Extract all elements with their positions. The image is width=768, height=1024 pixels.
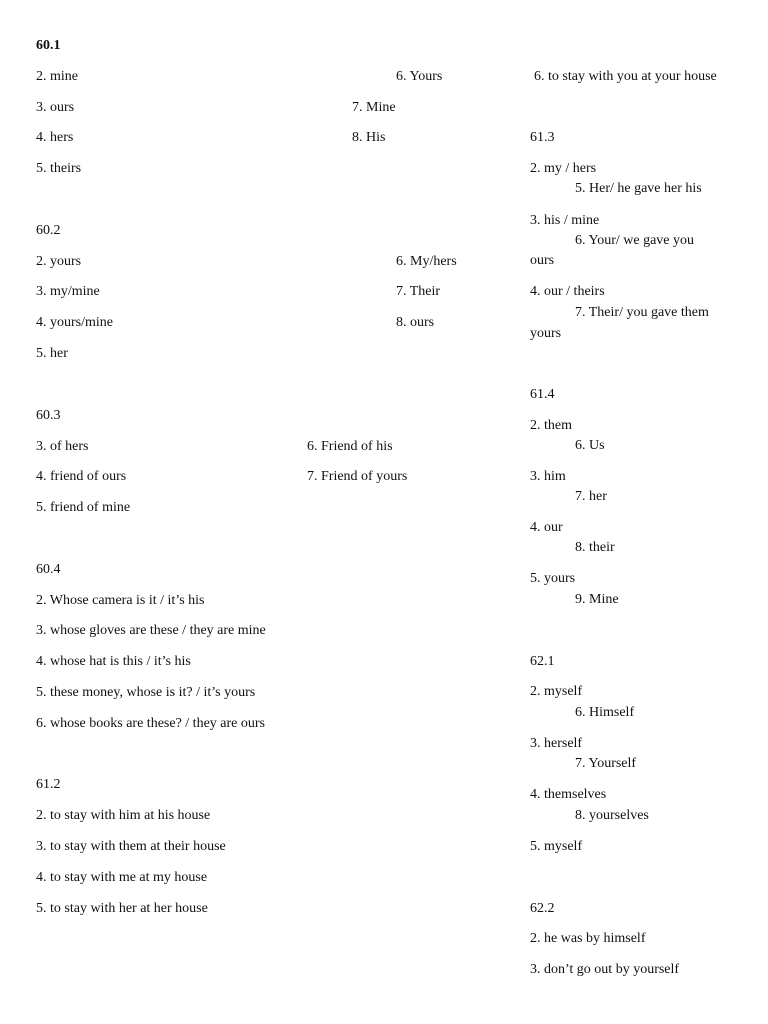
answer-60-2-5: 5. her xyxy=(36,346,68,361)
answer-60-1-6: 6. Yours xyxy=(396,69,443,84)
answer-60-3-7: 7. Friend of yours xyxy=(307,469,408,484)
answer-61-2-5: 5. to stay with her at her house xyxy=(36,901,208,916)
answer-61-3-7-line2: yours xyxy=(530,326,562,341)
answer-61-4-5: 5. yours xyxy=(530,571,576,586)
answer-60-3-5: 5. friend of mine xyxy=(36,500,131,515)
answer-61-4-3: 3. him xyxy=(530,469,566,484)
answer-61-4-7: 7. her xyxy=(575,489,607,504)
section-title-62-1: 62.1 xyxy=(530,654,555,669)
answer-61-3-6-line1: 6. Your/ we gave you xyxy=(575,233,694,248)
answer-61-3-2: 2. my / hers xyxy=(530,161,597,176)
answer-61-4-8: 8. their xyxy=(575,540,615,555)
answer-60-1-3: 3. ours xyxy=(36,100,75,115)
answer-60-3-3: 3. of hers xyxy=(36,439,89,454)
section-title-61-3: 61.3 xyxy=(530,130,555,145)
section-title-62-2: 62.2 xyxy=(530,901,555,916)
answer-61-3-7-line1: 7. Their/ you gave them xyxy=(575,305,709,320)
answer-60-1-5: 5. theirs xyxy=(36,161,82,176)
answer-60-2-2: 2. yours xyxy=(36,254,82,269)
section-title-61-4: 61.4 xyxy=(530,387,555,402)
section-title-60-4: 60.4 xyxy=(36,562,61,577)
answer-60-2-8: 8. ours xyxy=(396,315,435,330)
answer-60-1-7: 7. Mine xyxy=(352,100,396,115)
answer-60-4-4: 4. whose hat is this / it’s his xyxy=(36,654,191,669)
answer-62-2-2: 2. he was by himself xyxy=(530,931,646,946)
answer-60-3-4: 4. friend of ours xyxy=(36,469,127,484)
answer-62-1-7: 7. Yourself xyxy=(575,756,637,771)
answer-62-1-4: 4. themselves xyxy=(530,787,607,802)
answer-62-2-3: 3. don’t go out by yourself xyxy=(530,962,680,977)
answer-60-2-7: 7. Their xyxy=(396,284,441,299)
answer-60-1-2: 2. mine xyxy=(36,69,78,84)
answer-61-2-4: 4. to stay with me at my house xyxy=(36,870,208,885)
answer-61-4-4: 4. our xyxy=(530,520,563,535)
answer-61-3-3: 3. his / mine xyxy=(530,213,600,228)
section-title-60-3: 60.3 xyxy=(36,408,61,423)
answer-62-1-2: 2. myself xyxy=(530,684,583,699)
answer-61-4-6: 6. Us xyxy=(575,438,605,453)
answer-60-4-5: 5. these money, whose is it? / it’s yours xyxy=(36,685,256,700)
answer-60-1-8: 8. His xyxy=(352,130,386,145)
answer-61-4-2: 2. them xyxy=(530,418,572,433)
section-title-60-1: 60.1 xyxy=(36,38,61,53)
answer-62-1-6: 6. Himself xyxy=(575,705,635,720)
answer-62-1-3: 3. herself xyxy=(530,736,583,751)
answer-61-3-6-line2: ours xyxy=(530,253,555,268)
answer-60-4-3: 3. whose gloves are these / they are mine xyxy=(36,623,266,638)
answer-60-1-4: 4. hers xyxy=(36,130,74,145)
section-title-60-2: 60.2 xyxy=(36,223,61,238)
answer-62-1-8: 8. yourselves xyxy=(575,808,649,823)
answer-60-3-6: 6. Friend of his xyxy=(307,439,393,454)
answer-60-2-3: 3. my/mine xyxy=(36,284,100,299)
section-title-61-2: 61.2 xyxy=(36,777,61,792)
answer-60-2-4: 4. yours/mine xyxy=(36,315,113,330)
answer-61-3-5: 5. Her/ he gave her his xyxy=(575,181,702,196)
answer-62-1-5: 5. myself xyxy=(530,839,583,854)
answer-60-4-2: 2. Whose camera is it / it’s his xyxy=(36,593,205,608)
answer-61-2-6: 6. to stay with you at your house xyxy=(534,69,717,84)
answer-60-4-6: 6. whose books are these? / they are ours xyxy=(36,716,265,731)
answer-61-4-9: 9. Mine xyxy=(575,592,619,607)
answer-61-2-3: 3. to stay with them at their house xyxy=(36,839,226,854)
answer-61-3-4: 4. our / theirs xyxy=(530,284,605,299)
answer-60-2-6: 6. My/hers xyxy=(396,254,457,269)
answer-61-2-2: 2. to stay with him at his house xyxy=(36,808,211,823)
